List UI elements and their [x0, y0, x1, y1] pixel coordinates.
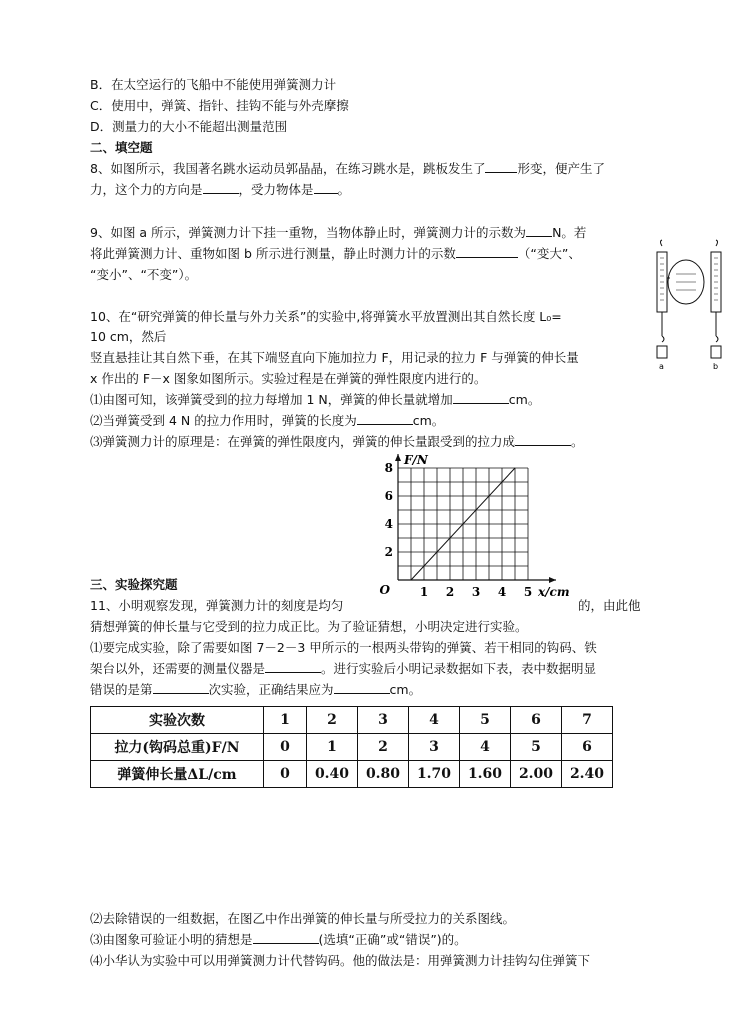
- x-axis-label: x/cm: [538, 585, 570, 599]
- q10-sub1-text: ⑴由图可知，该弹簧受到的拉力每增加 1 N，弹簧的伸长量就增加: [90, 392, 453, 407]
- x-tick-label: 3: [471, 585, 481, 599]
- spring-scale-figure: [648, 238, 738, 373]
- q10-line4: x 作出的 F－x 图象如图所示。实验过程是在弹簧的弹性限度内进行的。: [90, 371, 487, 386]
- x-tick-label: 2: [445, 585, 455, 599]
- table-cell: 2: [358, 734, 409, 761]
- q9-blank1[interactable]: [526, 224, 552, 237]
- q11-line1-right: 的，由此他: [578, 598, 641, 613]
- f-x-graph: [375, 448, 580, 610]
- table-cell: 2.00: [511, 761, 562, 788]
- y-tick-label: 8: [384, 461, 393, 475]
- q11-line5: [90, 681, 421, 699]
- table-cell: 1.60: [460, 761, 511, 788]
- table-cell: 3: [358, 707, 409, 734]
- q10-sub2-unit: cm。: [412, 413, 445, 428]
- table-cell: 0.80: [358, 761, 409, 788]
- q11-sub4: ⑷小华认为实验中可以用弹簧测力计代替钩码。他的做法是：用弹簧测力计挂钩勾住弹簧下: [90, 953, 591, 968]
- q8-blank2[interactable]: [203, 181, 239, 194]
- table-cell: 0: [264, 734, 307, 761]
- y-axis-arrow: [395, 454, 401, 461]
- q11-blank-instrument[interactable]: [265, 660, 321, 673]
- q11-line5-text-a: 错误的是第: [90, 682, 153, 697]
- weight-b: [711, 346, 721, 358]
- q8-blank3[interactable]: [314, 181, 338, 194]
- table-cell: 1.70: [409, 761, 460, 788]
- q9-text-b: N。若: [552, 225, 587, 240]
- q10-sub3-text: ⑶弹簧测力计的原理是：在弹簧的弹性限度内，弹簧的伸长量跟受到的拉力成: [90, 434, 516, 449]
- q8-text-d: ，受力物体是: [238, 182, 314, 197]
- q8-line1: [90, 160, 605, 178]
- y-tick-label: 4: [384, 517, 393, 531]
- q9-line1: [90, 224, 586, 242]
- table-cell: 4: [460, 734, 511, 761]
- q11-line4-text-b: 。进行实验后小明记录数据如下表，表中数据明显: [321, 661, 597, 676]
- table-cell: 6: [511, 707, 562, 734]
- q11-sub3-text-b: (选填“正确”或“错误”)的。: [318, 932, 467, 947]
- q9-text-d: （“变大”、: [517, 246, 581, 261]
- origin-label: O: [379, 583, 390, 597]
- table-cell: 0.40: [307, 761, 358, 788]
- q9-line3: “变小”、“不变”）。: [90, 267, 198, 282]
- table-cell: 1: [264, 707, 307, 734]
- section-experiment-title: 三、实验探究题: [90, 577, 178, 592]
- table-row-extension: [91, 761, 613, 788]
- graph-axes: [395, 454, 556, 583]
- table-cell: 4: [409, 707, 460, 734]
- table-cell: 2.40: [562, 761, 613, 788]
- q10-line2: 10 cm，然后: [90, 329, 167, 344]
- q11-line4-text-a: 架台以外，还需要的测量仪器是: [90, 661, 266, 676]
- q11-blank-guess[interactable]: [253, 931, 319, 944]
- x-tick-label: 4: [497, 585, 507, 599]
- table-cell: 5: [460, 707, 511, 734]
- table-cell: 6: [562, 734, 613, 761]
- table-row-force: [91, 734, 613, 761]
- graph-tick-labels: [380, 453, 570, 599]
- q10-blank1[interactable]: [453, 391, 509, 404]
- weight-a: [657, 346, 667, 358]
- q10-blank3[interactable]: [515, 433, 571, 446]
- table-cell: 1: [307, 734, 358, 761]
- q8-line2: [90, 181, 350, 199]
- q11-blank-trial[interactable]: [153, 681, 209, 694]
- table-row-trial: [91, 707, 613, 734]
- label-a: a: [659, 362, 664, 371]
- q8-text-e: 。: [337, 182, 351, 197]
- x-tick-label: 5: [523, 585, 533, 599]
- experiment-data-table: [90, 706, 613, 788]
- table-cell: 3: [409, 734, 460, 761]
- table-row-header: 实验次数: [91, 707, 264, 734]
- q10-line1: 10、在“研究弹簧的伸长量与外力关系”的实验中,将弹簧水平放置测出其自然长度 L₀=: [90, 309, 562, 324]
- q9-line2: [90, 245, 581, 263]
- q11-line3: ⑴要完成实验，除了需要如图 7－2－3 甲所示的一根两头带钩的弹簧、若干相同的钩码、铁: [90, 640, 597, 655]
- q10-sub1: [90, 391, 540, 409]
- table-cell: 5: [511, 734, 562, 761]
- q11-line5-text-b: 次实验，正确结果应为: [208, 682, 334, 697]
- option-b: B．在太空运行的飞船中不能使用弹簧测力计: [90, 77, 337, 92]
- hook-a-top: [661, 240, 663, 246]
- q11-sub2: ⑵去除错误的一组数据，在图乙中作出弹簧的伸长量与所受拉力的关系图线。: [90, 911, 516, 926]
- table-row-header: 弹簧伸长量ΔL/cm: [91, 761, 264, 788]
- q10-sub1-unit: cm。: [508, 392, 541, 407]
- y-tick-label: 6: [384, 489, 393, 503]
- label-b: b: [713, 362, 719, 371]
- q8-text-c: 力，这个力的方向是: [90, 182, 203, 197]
- q10-line3: 竖直悬挂让其自然下垂，在其下端竖直向下施加拉力 F，用记录的拉力 F 与弹簧的伸长量: [90, 350, 579, 365]
- hook-b-top: [716, 240, 718, 246]
- option-d: D．测量力的大小不能超出测量范围: [90, 119, 288, 134]
- option-c: C．使用中，弹簧、指针、挂钩不能与外壳摩擦: [90, 98, 349, 113]
- table-cell: 7: [562, 707, 613, 734]
- q11-sub3-text-a: ⑶由图象可验证小明的猜想是: [90, 932, 253, 947]
- q10-sub2-text: ⑵当弹簧受到 4 N 的拉力作用时，弹簧的长度为: [90, 413, 357, 428]
- q10-sub3-end: 。: [571, 434, 584, 449]
- section-fill-blank-title: 二、填空题: [90, 140, 153, 155]
- q11-line1-left: 11、小明观察发现，弹簧测力计的刻度是均匀: [90, 598, 344, 613]
- q8-text-a: 8、如图所示，我国著名跳水运动员郭晶晶，在练习跳水是，跳板发生了: [90, 161, 486, 176]
- table-cell: 0: [264, 761, 307, 788]
- q9-blank2[interactable]: [456, 245, 518, 258]
- q11-blank-correct[interactable]: [334, 681, 390, 694]
- x-axis-arrow: [549, 577, 556, 583]
- q10-blank2[interactable]: [357, 412, 413, 425]
- q8-blank1[interactable]: [485, 160, 517, 173]
- q11-line2: 猜想弹簧的伸长量与它受到的拉力成正比。为了验证猜想，小明决定进行实验。: [90, 619, 528, 634]
- q10-sub2: [90, 412, 444, 430]
- table-row-header: 拉力(钩码总重)F/N: [91, 734, 264, 761]
- y-axis-label: F/N: [404, 453, 428, 467]
- y-tick-label: 2: [384, 545, 393, 559]
- table-cell: 2: [307, 707, 358, 734]
- q9-text-a: 9、如图 a 所示，弹簧测力计下挂一重物，当物体静止时，弹簧测力计的示数为: [90, 225, 527, 240]
- q11-line4: [90, 660, 596, 678]
- q11-line5-text-c: cm。: [389, 682, 422, 697]
- x-tick-label: 1: [419, 585, 429, 599]
- q9-text-c: 将此弹簧测力计、重物如图 b 所示进行测量，静止时测力计的示数: [90, 246, 456, 261]
- q11-sub3: [90, 931, 467, 949]
- q8-text-b: 形变，便产生了: [517, 161, 605, 176]
